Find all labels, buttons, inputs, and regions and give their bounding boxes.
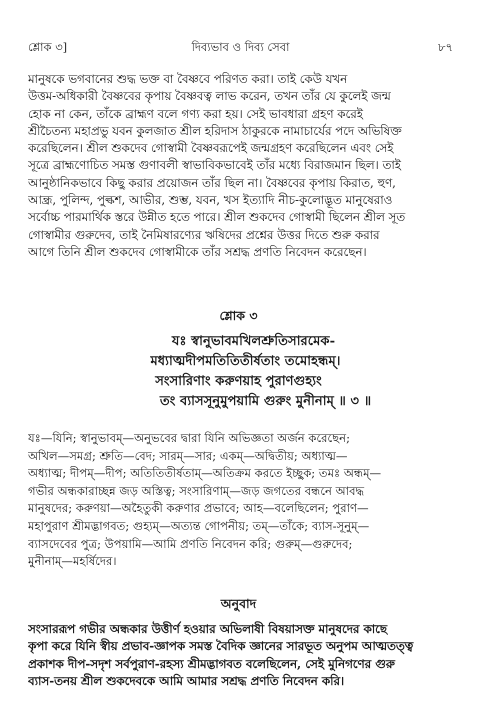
- purport-line: মানুষকে ভগবানের শুদ্ধ ভক্ত বা বৈষ্ণবে পরিণত করা। তাই কেউ যখন: [28, 72, 348, 86]
- synonyms-line: অখিল—সমগ্র; শ্রুতি—বেদ; সারম্—সার; একম্—অদ্বিতীয়; অধ্যাত্ম—: [28, 448, 348, 463]
- translation-line: কৃপা করে যিনি স্বীয় প্রভাব-জ্ঞাপক সমস্ত বৈদিক জ্ঞানের সারভূত অনুপম আত্মতত্ত্ব: [28, 639, 414, 654]
- verse-line: যঃ স্বানুভাবমখিলশ্রুতিসারমেক-: [171, 334, 336, 349]
- verse-reference: শ্লোক ৩]: [28, 40, 68, 54]
- purport-line: গোস্বামীর গুরুদেব, তাই নৈমিষারণ্যের ঋষিদের প্রশ্নের উত্তর দিতে শুরু করার: [28, 227, 380, 242]
- translation-heading: অনুবাদ: [220, 596, 257, 611]
- running-head: [28, 38, 453, 56]
- synonyms-line: অধ্যাত্ম; দীপম্—দীপ; অতিতিতীর্ষতাম্—অতিক্রম করতে ইচ্ছুক; তমঃ অন্ধম্—: [28, 466, 382, 481]
- synonyms-line: ব্যাসদেবের পুত্র; উপয়ামি—আমি প্রণতি নিবেদন করি; গুরুম্—গুরুদেব;: [28, 536, 353, 551]
- verse-line: মধ্যাত্মদীপমতিতিতীর্ষতাং তমোহন্ধম্।: [150, 354, 341, 369]
- purport-line: আনুষ্ঠানিকভাবে কিছু করার প্রয়োজন তাঁর ছিল না। বৈষ্ণবের কৃপায় কিরাত, হুণ,: [28, 175, 396, 190]
- verse-heading: শ্লোক ৩: [219, 308, 258, 323]
- synonyms-paragraph: [28, 430, 453, 571]
- synonyms-line: মানুষদের; করুণয়া—অহৈতুকী করুণার প্রভাবে; আহ—বলেছিলেন; পুরাণ—: [28, 501, 369, 516]
- translation-paragraph: [28, 621, 453, 691]
- synonyms-line: যঃ—যিনি; স্বানুভাবম্—অনুভবের দ্বারা যিনি অভিজ্ঞতা অর্জন করেছেন;: [28, 431, 350, 445]
- synonyms-line: মুনীনাম্—মহর্ষিদের।: [28, 554, 117, 569]
- synonyms-line: গভীর অন্ধকারাচ্ছন্ন জড় অস্তিত্ব; সংসারিণাম্—জড় জগতের বন্ধনে আবদ্ধ: [28, 483, 365, 498]
- purport-line: করেছিলেন। শ্রীল শুকদেব গোস্বামী বৈষ্ণবরূপেই জন্মগ্রহণ করেছিলেন এবং সেই: [28, 141, 394, 156]
- synonyms-line: মহাপুরাণ শ্রীমদ্ভাগবত; গুহ্যম্—অত্যন্ত গোপনীয়; তম্—তাঁকে; ব্যাস-সূনুম্—: [28, 518, 370, 533]
- purport-line: হোক না কেন, তাঁকে ব্রাহ্মণ বলে গণ্য করা হয়। সেই ভাবধারা গ্রহণ করেই: [28, 106, 363, 121]
- purport-paragraph: [28, 71, 453, 261]
- verse-line: তং ব্যাসসূনুমুপয়ামি গুরুং মুনীনাম্ ॥ ৩ ॥: [159, 394, 372, 409]
- purport-line: সূত্রে ব্রাহ্মণোচিত সমস্ত গুণাবলী স্বাভাবিকভাবেই তাঁর মধ্যে বিরাজমান ছিল। তাই: [28, 158, 401, 173]
- translation-line: ব্যাস-তনয় শ্রীল শুকদেবকে আমি আমার সশ্রদ্ধ প্রণতি নিবেদন করি।: [28, 674, 345, 689]
- purport-line: সর্বোচ্চ পারমার্থিক স্তরে উন্নীত হতে পারে। শ্রীল শুকদেব গোস্বামী ছিলেন শ্রীল সূত: [28, 210, 406, 225]
- purport-line: শ্রীচৈতন্য মহাপ্রভু যবন কুলজাত শ্রীল হরিদাস ঠাকুরকে নামাচার্যের পদে অভিষিক্ত: [28, 123, 402, 138]
- page-number: ৮৭: [438, 40, 453, 54]
- purport-line: আগে তিনি শ্রীল শুকদেব গোস্বামীকে তাঁর সশ্রদ্ধ প্রণতি নিবেদন করেছেন।: [28, 244, 367, 259]
- translation-line: সংসাররূপ গভীর অন্ধকার উত্তীর্ণ হওয়ার অভিলাষী বিষয়াসক্ত মানুষদের কাছে: [28, 622, 388, 636]
- verse-line: সংসারিণাং করুণয়াহ পুরাণগুহ্যং: [155, 374, 322, 389]
- sanskrit-verse: [0, 332, 477, 412]
- purport-line: আন্ধ্র, পুলিন্দ, পুল্কশ, আভীর, শুম্ভ, যবন, খস ইত্যাদি নীচ-কুলোদ্ভূত মানুষেরাও: [28, 193, 393, 208]
- translation-line: প্রকাশক দীপ-সদৃশ সর্বপুরাণ-রহস্য শ্রীমদ্ভাগবত বলেছিলেন, সেই মুনিগণের গুরু: [28, 656, 395, 671]
- chapter-title: দিব্যভাব ও দিব্য সেবা: [191, 40, 290, 54]
- purport-line: উত্তম-অধিকারী বৈষ্ণবের কৃপায় বৈষ্ণবত্ব লাভ করেন, তখন তাঁর যে কুলেই জন্ম: [28, 89, 391, 104]
